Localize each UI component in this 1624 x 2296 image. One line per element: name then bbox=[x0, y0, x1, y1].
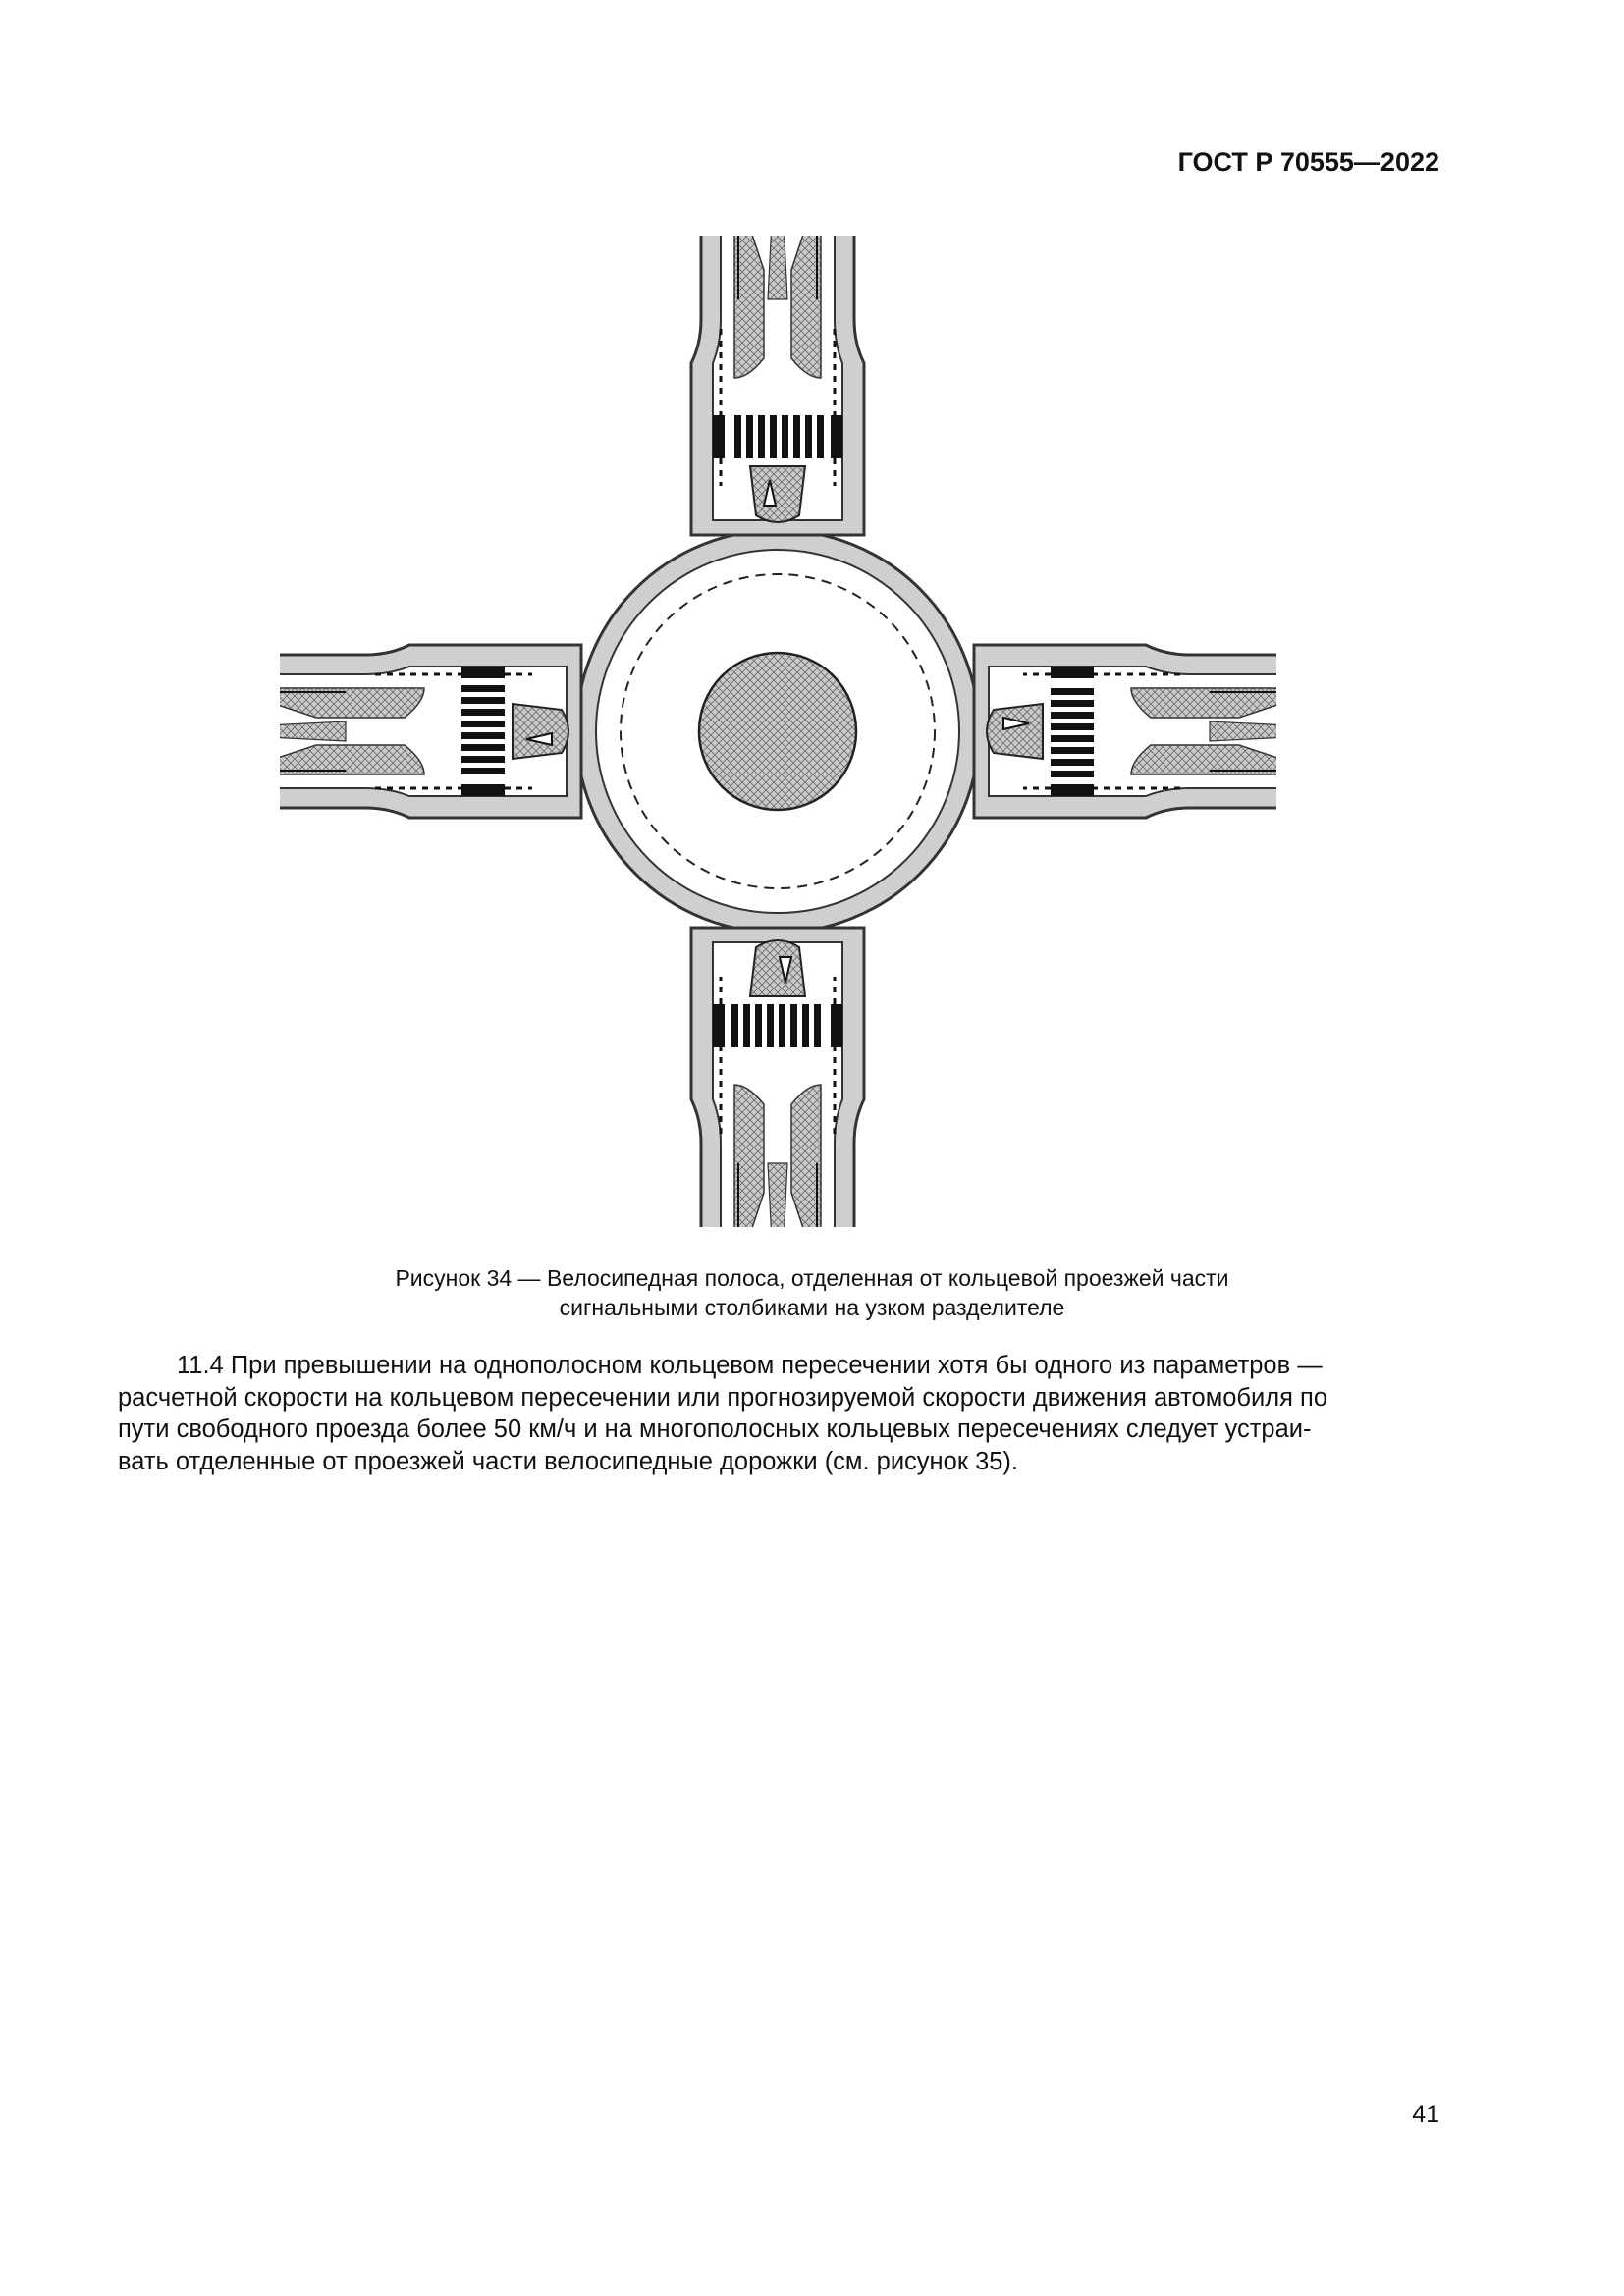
figure-caption bbox=[0, 1263, 1624, 1322]
body-paragraph bbox=[118, 1350, 1445, 1477]
paragraph-line: пути свободного проезда более 50 км/ч и на многополосных кольцевых пересечениях следует устраи- bbox=[118, 1415, 1312, 1443]
roundabout-diagram bbox=[280, 236, 1276, 1227]
roundabout-figure bbox=[280, 236, 1276, 1227]
document-header: ГОСТ Р 70555—2022 bbox=[1177, 147, 1439, 177]
caption-line-2: сигнальными столбиками на узком разделителе bbox=[559, 1295, 1065, 1320]
paragraph-line: вать отделенные от проезжей части велосипедные дорожки (см. рисунок 35). bbox=[118, 1447, 1019, 1475]
page-number: 41 bbox=[1412, 2101, 1439, 2128]
caption-line-1: Рисунок 34 — Велосипедная полоса, отделенная от кольцевой проезжей части bbox=[395, 1265, 1229, 1291]
paragraph-line: расчетной скорости на кольцевом пересечении или прогнозируемой скорости движения автомобиля по bbox=[118, 1383, 1328, 1412]
paragraph-line: 11.4 При превышении на однополосном кольцевом пересечении хотя бы одного из параметров — bbox=[177, 1352, 1323, 1379]
